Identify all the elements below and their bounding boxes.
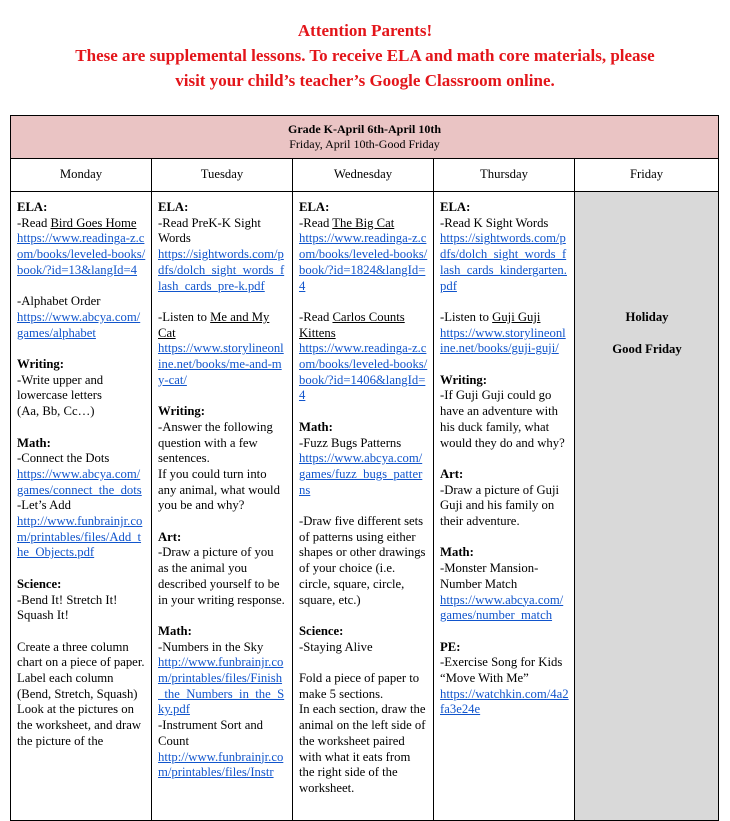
thursday-monster-task: -Monster Mansion-Number Match	[440, 561, 539, 591]
monday-writing-task: -Write upper and lowercase letters	[17, 372, 104, 403]
wednesday-staying-task: -Staying Alive	[299, 639, 373, 654]
notice-heading: Attention Parents!	[297, 21, 433, 40]
monday-alphabet-task: -Alphabet Order	[17, 294, 101, 309]
wednesday-column	[293, 192, 434, 821]
friday-column	[575, 192, 719, 821]
thursday-listen-task	[440, 310, 569, 326]
wednesday-book-title: The Big Cat	[332, 215, 395, 230]
wednesday-each-instruction: In each section, draw the animal on the left side of the worksheet paired with what it eats from the right side of the worksheet.	[299, 702, 426, 795]
wednesday-science-heading: Science:	[299, 623, 344, 638]
monday-look-instruction: Look at the pictures on the worksheet, and draw the picture of the	[17, 702, 142, 748]
tuesday-writing-heading: Writing:	[158, 404, 205, 419]
monday-writing-heading: Writing:	[17, 357, 64, 371]
tuesday-listen-prefix: -Listen to	[158, 309, 211, 324]
day-header-tuesday: Tuesday	[152, 159, 293, 192]
wednesday-read-link[interactable]: https://www.readinga-z.com/books/leveled-books/book/?id=1824&langId=4	[299, 231, 428, 293]
tuesday-instrument-task: -Instrument Sort and Count	[158, 718, 264, 748]
wednesday-read2-link[interactable]: https://www.readinga-z.com/books/leveled-books/book/?id=1406&langId=4	[299, 341, 428, 403]
tuesday-story-title: Me and My Cat	[158, 309, 270, 340]
tuesday-writing-task: -Answer the following question with a few sentences.	[158, 419, 273, 466]
monday-alphabet-link[interactable]: https://www.abcya.com/games/alphabet	[17, 309, 141, 340]
tuesday-listen-task	[158, 310, 287, 341]
monday-dots-task: -Connect the Dots	[17, 451, 110, 466]
wednesday-fold-instruction: Fold a piece of paper to make 5 sections.	[299, 671, 420, 701]
thursday-exercise-link[interactable]: https://watchkin.com/4a2fa3e24e	[440, 686, 569, 717]
thursday-sight-task: -Read K Sight Words	[440, 215, 549, 230]
wednesday-ela-heading: ELA:	[299, 200, 330, 214]
wednesday-read-prefix: -Read	[299, 215, 333, 230]
monday-read-task	[17, 216, 146, 232]
thursday-art-task: -Draw a picture of Guji Guji and his family on their adventure.	[440, 482, 560, 529]
monday-ela-heading: ELA:	[17, 200, 48, 214]
thursday-math-heading: Math:	[440, 545, 474, 560]
tuesday-math-heading: Math:	[158, 623, 192, 638]
friday-good-friday-label: Good Friday	[612, 341, 682, 356]
day-header-friday: Friday	[575, 159, 719, 192]
monday-book-title: Bird Goes Home	[50, 215, 137, 230]
table-subtitle: Friday, April 10th-Good Friday	[289, 137, 440, 151]
wednesday-read-task	[299, 216, 428, 232]
monday-add-task: -Let’s Add	[17, 498, 71, 513]
thursday-sight-link[interactable]: https://sightwords.com/pdfs/dolch_sight_words_flash_cards_kindergarten.pdf	[440, 231, 567, 293]
tuesday-writing-question: If you could turn into any animal, what would you be and why?	[158, 466, 280, 513]
friday-holiday-label: Holiday	[625, 310, 669, 324]
tuesday-listen-link[interactable]: https://www.storylineonline.net/books/me-and-my-cat/	[158, 341, 284, 387]
wednesday-fuzz-link[interactable]: https://www.abcya.com/games/fuzz_bugs_patterns	[299, 451, 423, 497]
day-header-monday: Monday	[11, 159, 152, 192]
monday-add-link[interactable]: http://www.funbrainjr.com/printables/files/Add_the_Objects.pdf	[17, 514, 143, 560]
monday-science-heading: Science:	[17, 576, 62, 591]
tuesday-numbers-task: -Numbers in the Sky	[158, 639, 264, 654]
thursday-writing-heading: Writing:	[440, 372, 487, 387]
thursday-monster-link[interactable]: https://www.abcya.com/games/number_match	[440, 592, 564, 623]
tuesday-art-heading: Art:	[158, 529, 182, 544]
notice-line-3: visit your child’s teacher’s Google Classroom online.	[175, 71, 555, 90]
tuesday-numbers-link[interactable]: http://www.funbrainjr.com/printables/files/Finish_the_Numbers_in_the_Sky.pdf	[158, 655, 285, 717]
monday-column	[11, 192, 152, 821]
monday-bend-task: -Bend It! Stretch It! Squash It!	[17, 592, 118, 623]
monday-dots-link[interactable]: https://www.abcya.com/games/connect_the_dots	[17, 466, 142, 497]
day-header-wednesday: Wednesday	[293, 159, 434, 192]
thursday-listen-link[interactable]: https://www.storylineonline.net/books/guji-guji/	[440, 325, 566, 356]
thursday-writing-task: -If Guji Guji could go have an adventure with his duck family, what would they do and why?	[440, 388, 565, 450]
monday-chart-instruction: Create a three column chart on a piece of paper.	[17, 639, 145, 670]
wednesday-read2-task	[299, 310, 428, 341]
table-title-cell	[11, 116, 719, 159]
monday-writing-example: (Aa, Bb, Cc…)	[17, 404, 95, 419]
thursday-exercise-task: -Exercise Song for Kids “Move With Me”	[440, 655, 563, 686]
thursday-listen-prefix: -Listen to	[440, 309, 493, 324]
schedule-table	[10, 115, 719, 821]
thursday-pe-heading: PE:	[440, 639, 461, 654]
tuesday-ela-heading: ELA:	[158, 200, 189, 214]
thursday-art-heading: Art:	[440, 466, 464, 481]
monday-read-link[interactable]: https://www.readinga-z.com/books/leveled-books/book/?id=13&langId=4	[17, 231, 146, 277]
table-title: Grade K-April 6th-April 10th	[288, 122, 441, 136]
monday-label-instruction: Label each column (Bend, Stretch, Squash)	[17, 671, 138, 701]
wednesday-book2-title: Carlos Counts Kittens	[299, 309, 405, 340]
day-header-thursday: Thursday	[434, 159, 575, 192]
parent-notice	[0, 0, 730, 93]
wednesday-draw-task: -Draw five different sets of patterns using either shapes or other drawings of your choice (i.e. circle, square, circle, square, etc.)	[299, 514, 426, 607]
wednesday-math-heading: Math:	[299, 419, 333, 434]
tuesday-art-task: -Draw a picture of you as the animal you described yourself to be in your writing response.	[158, 545, 285, 607]
thursday-story-title: Guji Guji	[492, 309, 541, 324]
notice-line-2: These are supplemental lessons. To receive ELA and math core materials, please	[75, 46, 655, 65]
tuesday-sight-link[interactable]: https://sightwords.com/pdfs/dolch_sight_words_flash_cards_pre-k.pdf	[158, 247, 285, 293]
thursday-ela-heading: ELA:	[440, 200, 471, 214]
monday-math-heading: Math:	[17, 435, 51, 450]
tuesday-sight-task: -Read PreK-K Sight Words	[158, 215, 261, 246]
wednesday-fuzz-task: -Fuzz Bugs Patterns	[299, 435, 402, 450]
monday-read-prefix: -Read	[17, 215, 51, 230]
tuesday-column	[152, 192, 293, 821]
thursday-column	[434, 192, 575, 821]
tuesday-instrument-link[interactable]: http://www.funbrainjr.com/printables/files/Instr	[158, 749, 284, 780]
wednesday-read2-prefix: -Read	[299, 309, 333, 324]
